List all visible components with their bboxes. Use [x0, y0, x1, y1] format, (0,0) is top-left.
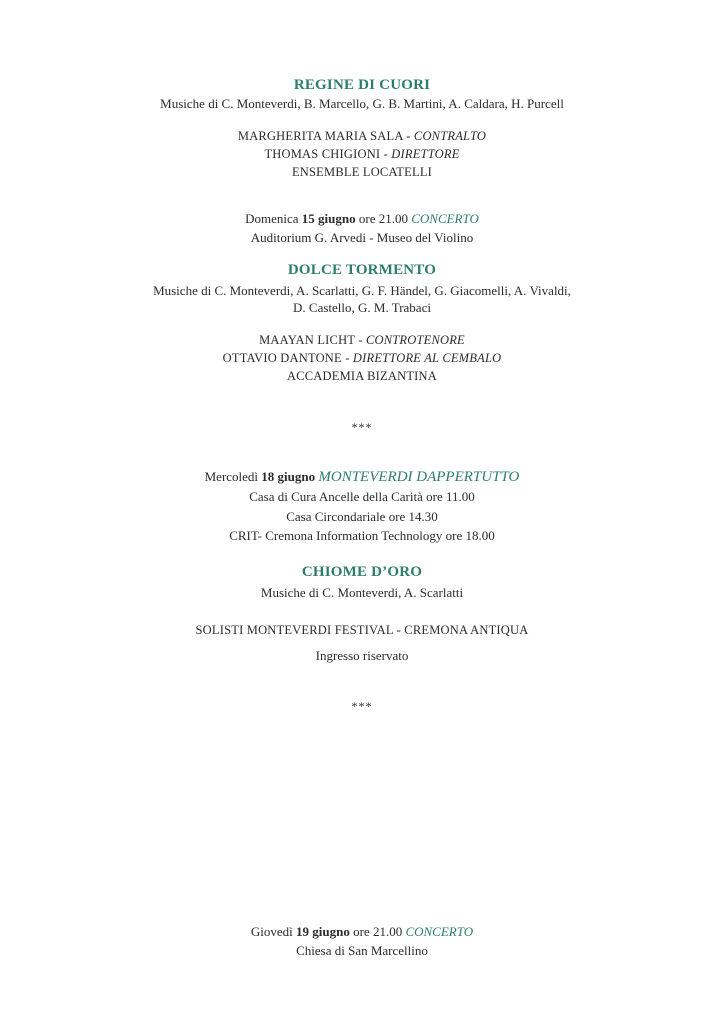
performer-line	[0, 368, 724, 384]
event-type: MONTEVERDI DAPPERTUTTO	[318, 469, 520, 485]
event-title-regine-di-cuori: REGINE DI CUORI	[293, 77, 431, 93]
event-venue: Casa Circondariale ore 14.30	[286, 509, 438, 524]
performer-line	[0, 350, 724, 366]
performer-line	[0, 146, 724, 162]
event-venue: Auditorium G. Arvedi - Museo del Violino	[250, 230, 474, 245]
performer-name: THOMAS CHIGIONI	[264, 147, 381, 161]
performer-role: CONTRALTO	[413, 129, 487, 143]
performer-name: ACCADEMIA BIZANTINA	[287, 369, 437, 383]
event-venue: Casa di Cura Ancelle della Carità ore 11.00	[249, 489, 475, 504]
event-music-list-cont: D. Castello, G. M. Trabaci	[293, 300, 431, 315]
event-note: Ingresso riservato	[315, 648, 409, 663]
event-venue: Chiesa di San Marcellino	[296, 943, 428, 958]
event-type: CONCERTO	[405, 924, 474, 939]
performer-separator: -	[380, 147, 392, 161]
performer-separator: -	[402, 129, 414, 143]
event-date-line	[0, 211, 724, 227]
event-title-chiome-doro: CHIOME D’ORO	[301, 564, 423, 580]
event-music-list: Musiche di C. Monteverdi, B. Marcello, G. B. Martini, A. Caldara, H. Purcell	[160, 96, 564, 111]
event-title-dolce-tormento: DOLCE TORMENTO	[287, 262, 437, 278]
performer-role: CONTROTENORE	[365, 333, 465, 347]
performer-role: DIRETTORE	[391, 147, 460, 161]
event-date: 18 giugno	[261, 469, 316, 484]
performer-name: ENSEMBLE LOCATELLI	[291, 165, 433, 179]
performer-role: DIRETTORE AL CEMBALO	[352, 351, 502, 365]
event-date-line	[0, 924, 724, 940]
section-separator: ***	[351, 420, 373, 434]
performer-separator: -	[341, 351, 353, 365]
section-separator: ***	[351, 699, 373, 713]
event-date-line	[0, 469, 724, 485]
event-day: Domenica	[245, 211, 302, 226]
performer-line: SOLISTI MONTEVERDI FESTIVAL - CREMONA ANTIQUA	[195, 623, 529, 637]
performer-line	[0, 164, 724, 180]
performer-name: MARGHERITA MARIA SALA	[237, 129, 403, 143]
event-day: Mercoledì	[204, 469, 262, 484]
event-date: 15 giugno	[301, 211, 356, 226]
performer-separator: -	[354, 333, 366, 347]
event-date: 19 giugno	[296, 924, 350, 939]
event-time: ore 21.00	[355, 211, 412, 226]
event-day: Giovedì	[250, 924, 297, 939]
event-type: CONCERTO	[411, 211, 479, 226]
event-venue: CRIT- Cremona Information Technology ore 18.00	[229, 528, 495, 543]
event-music-list: Musiche di C. Monteverdi, A. Scarlatti, G. F. Händel, G. Giacomelli, A. Vivaldi,	[153, 283, 571, 298]
performer-name: OTTAVIO DANTONE	[222, 351, 342, 365]
performer-name: MAAYAN LICHT	[259, 333, 355, 347]
performer-line	[0, 128, 724, 144]
performer-line	[0, 332, 724, 348]
event-music-list: Musiche di C. Monteverdi, A. Scarlatti	[260, 585, 464, 600]
event-time: ore 21.00	[349, 924, 406, 939]
